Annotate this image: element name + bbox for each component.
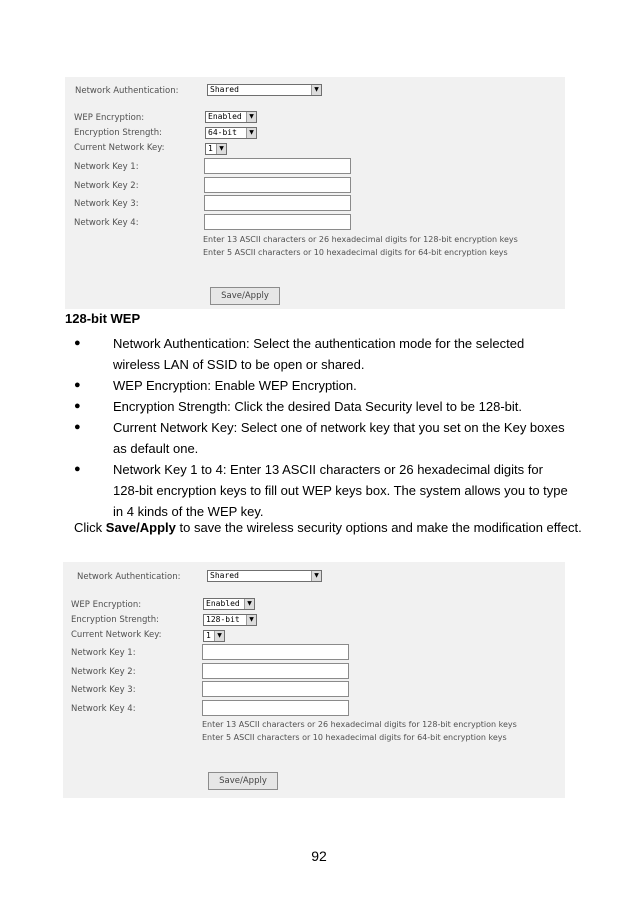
list-item-text: Network Key 1 to 4: Enter 13 ASCII characters or 26 hexadecimal digits for 128-bit encryption keys to fill out WEP keys box. The system allows you to type in 4 kinds of the WEP key.	[113, 462, 568, 519]
list-item-text: Network Authentication: Select the authentication mode for the selected wireless LAN of SSID to be open or shared.	[113, 336, 525, 372]
encryption-strength-select[interactable]	[203, 614, 257, 626]
current-key-select[interactable]	[205, 143, 227, 155]
network-auth-select[interactable]	[207, 570, 322, 582]
network-key-4-label: Network Key 4:	[71, 704, 136, 714]
network-key-4-input[interactable]	[202, 700, 349, 716]
bullet-dot-icon: ●	[74, 337, 81, 349]
bullet-dot-icon: ●	[74, 463, 81, 475]
bullet-list	[64, 333, 584, 522]
hint-64bit: Enter 5 ASCII characters or 10 hexadecimal digits for 64-bit encryption keys	[203, 248, 508, 257]
encryption-strength-value: 64-bit	[208, 128, 237, 137]
network-key-1-input[interactable]	[202, 644, 349, 660]
list-item-text: WEP Encryption: Enable WEP Encryption.	[113, 378, 357, 393]
network-key-4-label: Network Key 4:	[74, 218, 139, 228]
network-key-2-label: Network Key 2:	[71, 667, 136, 677]
network-key-3-label: Network Key 3:	[74, 199, 139, 209]
network-key-1-input[interactable]	[204, 158, 351, 174]
wep-encryption-value: Enabled	[208, 112, 242, 121]
current-key-label: Current Network Key:	[74, 143, 165, 153]
encryption-strength-select[interactable]	[205, 127, 257, 139]
wep-encryption-select[interactable]	[203, 598, 255, 610]
list-item	[64, 375, 584, 396]
network-key-1-label: Network Key 1:	[71, 648, 136, 658]
chevron-down-icon: ▼	[244, 599, 254, 609]
encryption-strength-label: Encryption Strength:	[71, 615, 159, 625]
list-item-text: Current Network Key: Select one of network key that you set on the Key boxes as default one.	[113, 420, 565, 456]
chevron-down-icon: ▼	[214, 631, 224, 641]
network-key-4-input[interactable]	[204, 214, 351, 230]
list-item	[64, 333, 584, 375]
wep-settings-screenshot-128bit	[63, 562, 565, 798]
network-key-3-label: Network Key 3:	[71, 685, 136, 695]
chevron-down-icon: ▼	[311, 85, 321, 95]
section-heading: 128-bit WEP	[65, 311, 141, 326]
list-item	[64, 417, 584, 459]
current-key-value: 1	[208, 144, 213, 153]
current-key-select[interactable]	[203, 630, 225, 642]
chevron-down-icon: ▼	[311, 571, 321, 581]
hint-128bit: Enter 13 ASCII characters or 26 hexadecimal digits for 128-bit encryption keys	[202, 720, 517, 729]
network-key-3-input[interactable]	[204, 195, 351, 211]
hint-64bit: Enter 5 ASCII characters or 10 hexadecimal digits for 64-bit encryption keys	[202, 733, 507, 742]
list-item	[64, 396, 584, 417]
network-key-2-label: Network Key 2:	[74, 181, 139, 191]
network-auth-value: Shared	[210, 85, 239, 94]
closing-prefix: Click	[74, 520, 106, 535]
bullet-dot-icon: ●	[74, 421, 81, 433]
wep-settings-screenshot-64bit	[65, 77, 565, 309]
network-key-2-input[interactable]	[202, 663, 349, 679]
closing-bold: Save/Apply	[105, 520, 176, 535]
encryption-strength-value: 128-bit	[206, 615, 240, 624]
hint-128bit: Enter 13 ASCII characters or 26 hexadecimal digits for 128-bit encryption keys	[203, 235, 518, 244]
bullet-dot-icon: ●	[74, 379, 81, 391]
list-item	[64, 459, 584, 522]
wep-encryption-value: Enabled	[206, 599, 240, 608]
network-key-3-input[interactable]	[202, 681, 349, 697]
save-apply-button[interactable]: Save/Apply	[208, 772, 278, 790]
wep-encryption-label: WEP Encryption:	[71, 600, 142, 610]
network-auth-select[interactable]	[207, 84, 322, 96]
chevron-down-icon: ▼	[246, 112, 256, 122]
network-auth-label: Network Authentication:	[75, 86, 179, 96]
wep-encryption-select[interactable]	[205, 111, 257, 123]
network-auth-label: Network Authentication:	[77, 572, 181, 582]
closing-paragraph	[74, 517, 594, 538]
network-key-1-label: Network Key 1:	[74, 162, 139, 172]
wep-encryption-label: WEP Encryption:	[74, 113, 145, 123]
closing-suffix: to save the wireless security options and make the modification effect.	[175, 520, 582, 535]
chevron-down-icon: ▼	[216, 144, 226, 154]
bullet-dot-icon: ●	[74, 400, 81, 412]
current-key-value: 1	[206, 631, 211, 640]
page-number: 92	[311, 848, 327, 864]
chevron-down-icon: ▼	[246, 128, 256, 138]
current-key-label: Current Network Key:	[71, 630, 162, 640]
list-item-text: Encryption Strength: Click the desired Data Security level to be 128-bit.	[113, 399, 522, 414]
network-auth-value: Shared	[210, 571, 239, 580]
network-key-2-input[interactable]	[204, 177, 351, 193]
save-apply-button[interactable]: Save/Apply	[210, 287, 280, 305]
chevron-down-icon: ▼	[246, 615, 256, 625]
encryption-strength-label: Encryption Strength:	[74, 128, 162, 138]
